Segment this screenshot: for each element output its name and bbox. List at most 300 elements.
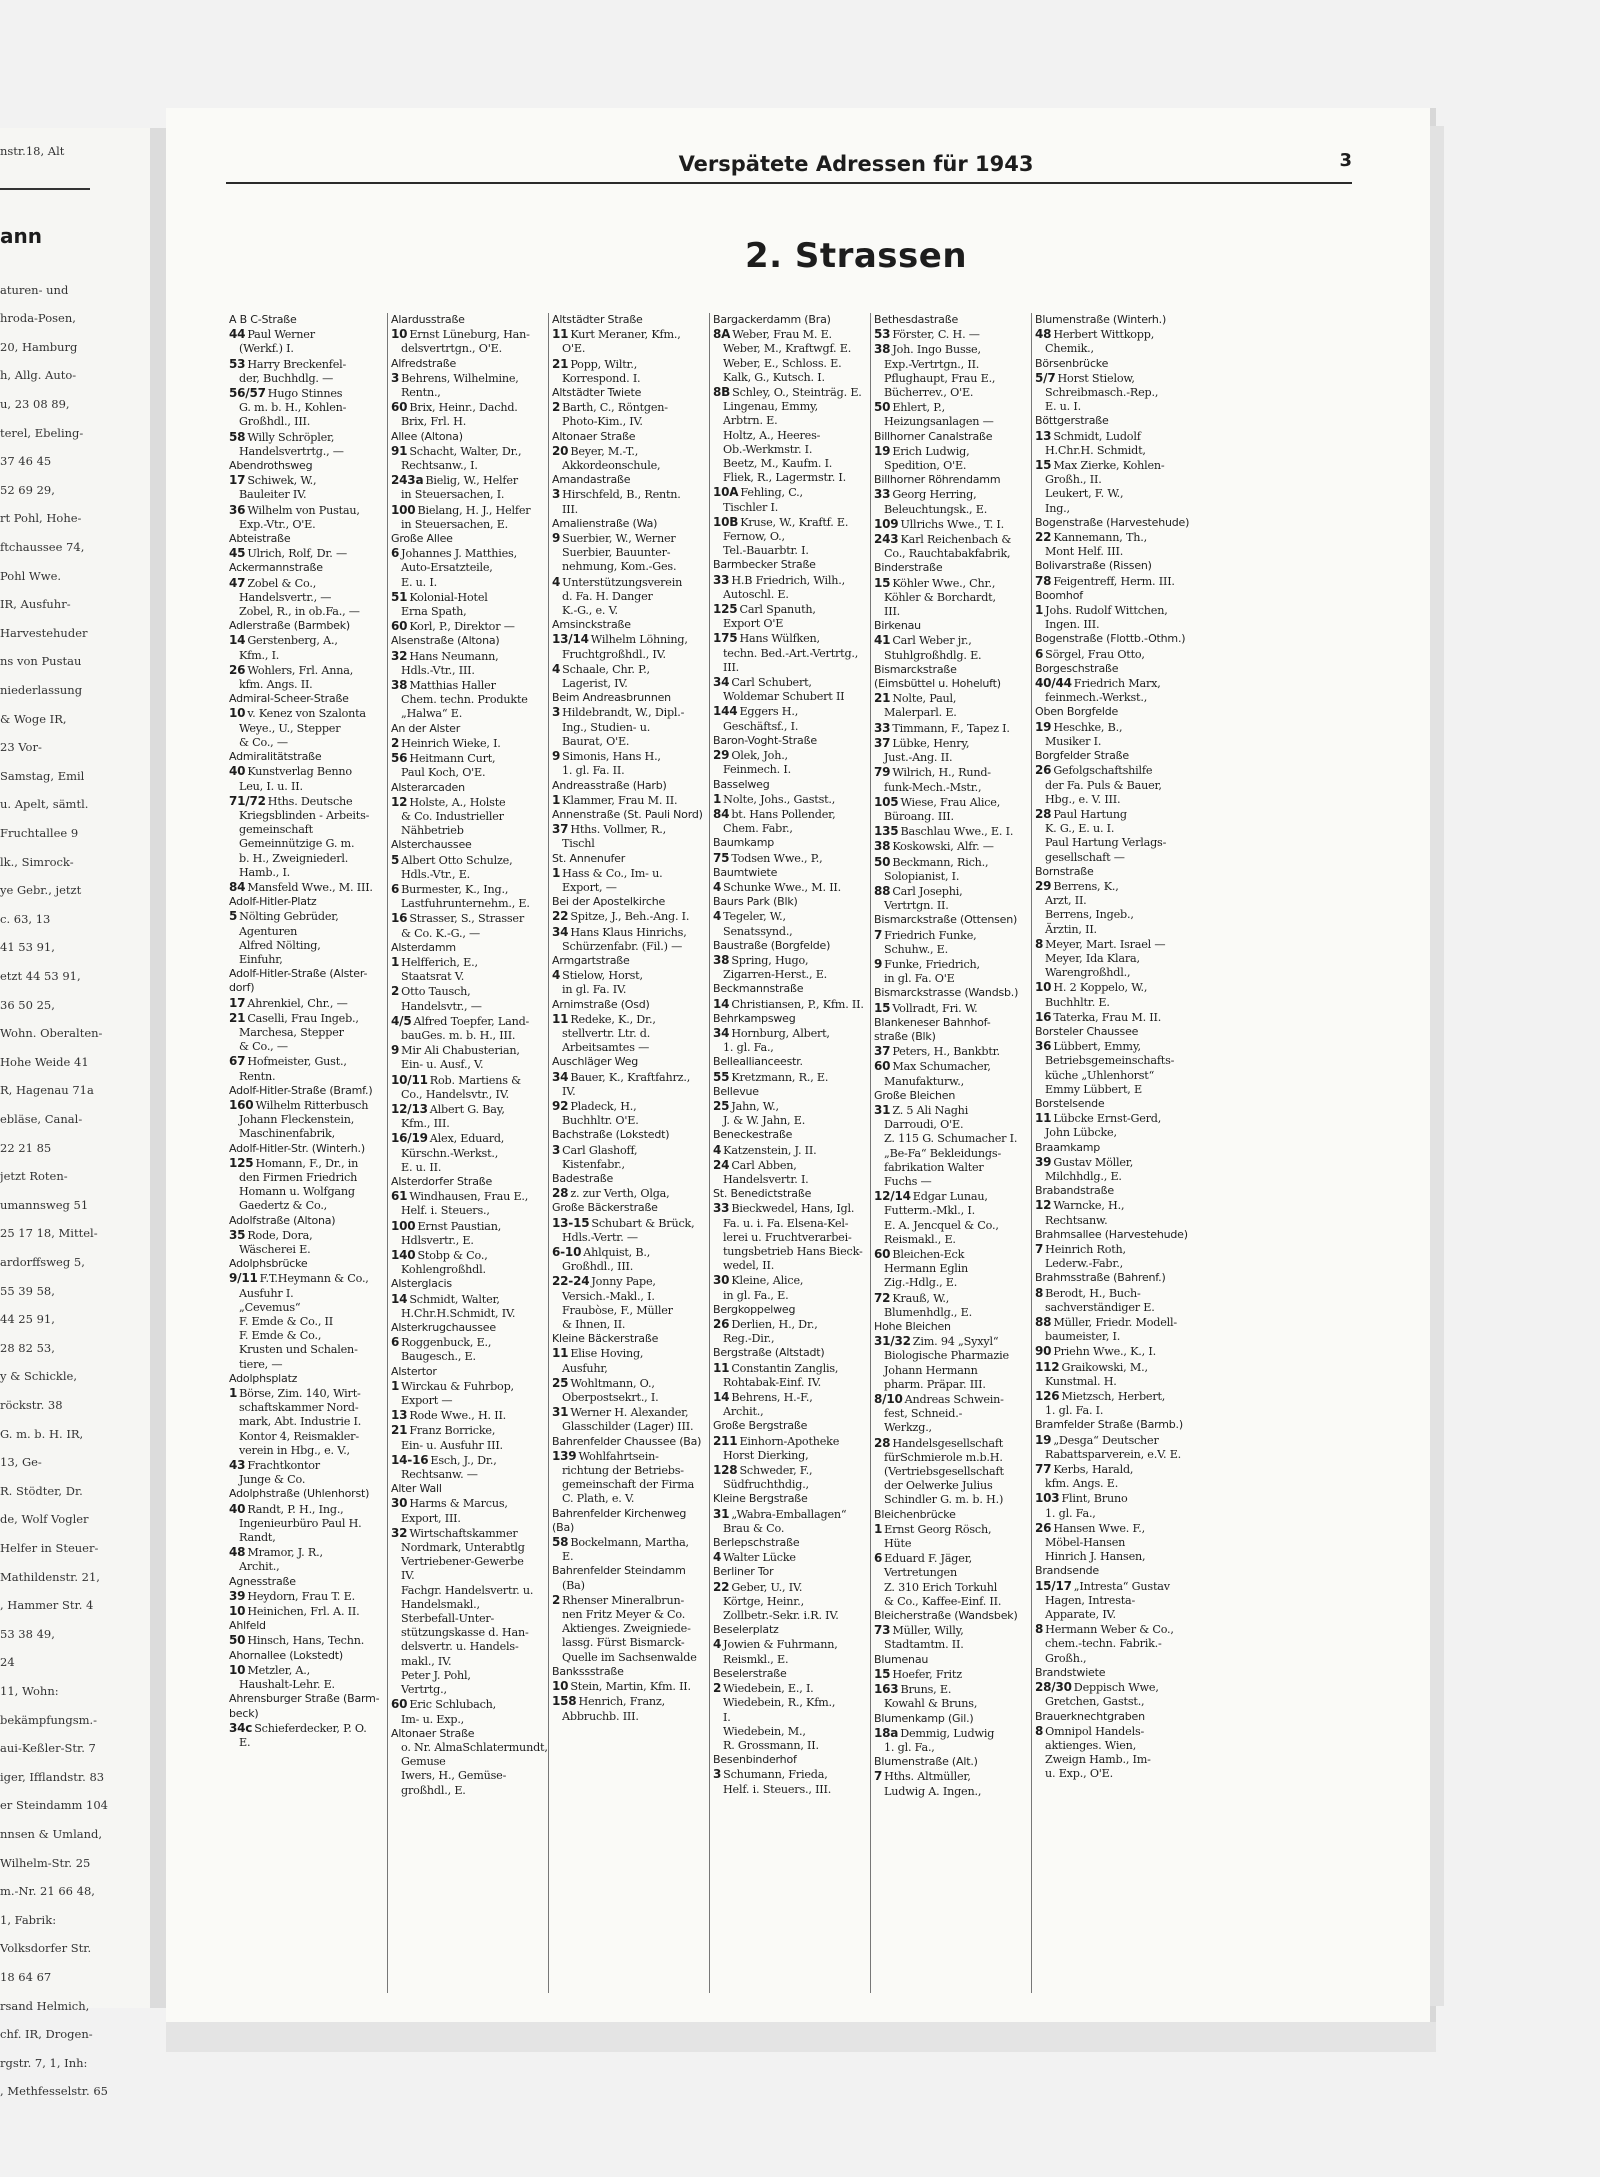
- address-entry: [1035, 1039, 1189, 1054]
- street-name: Bellevue: [713, 1084, 759, 1098]
- house-number: 48: [1035, 327, 1052, 342]
- continuation-line: Kohlengroßhdl.: [401, 1263, 486, 1277]
- address-entry: [874, 1769, 1028, 1784]
- street-name: Bleichenbrücke: [874, 1507, 956, 1521]
- street-name: Bahrenfelder Steindamm: [552, 1564, 686, 1578]
- continuation-line: in gl. Fa., E.: [723, 1288, 789, 1302]
- continuation-line: den Firmen Friedrich: [239, 1170, 358, 1184]
- house-number: 4: [713, 879, 722, 894]
- previous-page-line: 28 82 53,: [0, 1340, 55, 1355]
- house-number: 19: [874, 443, 891, 458]
- house-number: 9: [552, 531, 561, 546]
- resident-text: Schumann, Frieda,: [723, 1768, 828, 1782]
- house-number: 7: [1035, 1242, 1044, 1256]
- address-entry: [874, 1522, 1028, 1537]
- address-entry: [229, 1545, 384, 1560]
- house-number: 36: [1035, 1039, 1052, 1054]
- address-entry: [713, 385, 867, 400]
- street-name: Admiral-Scheer-Straße: [229, 692, 349, 706]
- house-number: 14: [229, 633, 246, 648]
- street-name: Baumkamp: [713, 836, 774, 850]
- continuation-line: Fruchtgroßhdl., IV.: [562, 647, 666, 661]
- continuation-line: Kistenfabr.,: [562, 1157, 625, 1171]
- house-number: 11: [552, 1011, 569, 1026]
- house-number: 88: [1035, 1315, 1052, 1330]
- continuation-line: Zig.-Hdlg., E.: [884, 1276, 958, 1290]
- address-entry: [713, 704, 867, 719]
- continuation-line: 1. gl. Fa.,: [723, 1041, 774, 1055]
- previous-page-line: 23 Vor-: [0, 740, 42, 755]
- street-name: Bismarckstraße: [874, 662, 957, 676]
- continuation-line: R. Grossmann, II.: [723, 1738, 819, 1752]
- address-entry: [1035, 1622, 1189, 1637]
- address-entry: [229, 1502, 384, 1517]
- continuation-line: Auto-Ersatzteile,: [401, 561, 493, 575]
- address-entry: [391, 1379, 545, 1394]
- resident-text: Schmidt, Ludolf: [1053, 429, 1141, 443]
- house-number: 10: [552, 1679, 569, 1694]
- previous-page-fragment: [0, 128, 152, 2099]
- address-entry: [1035, 1462, 1189, 1477]
- house-number: 20: [552, 443, 569, 458]
- continuation-line: F. Emde & Co.,: [239, 1329, 322, 1343]
- address-entry: [874, 517, 1028, 532]
- resident-text: Brix, Heinr., Dachd.: [409, 401, 518, 415]
- house-number: 6: [391, 881, 400, 896]
- street-name: Blumenau: [874, 1652, 929, 1666]
- continuation-line: Export O'E: [723, 617, 784, 631]
- resident-text: Feigentreff, Herm. III.: [1053, 574, 1175, 588]
- street-name: Boomhof: [1035, 588, 1083, 602]
- house-number: 3: [713, 1767, 722, 1782]
- continuation-line: IV.: [562, 1084, 576, 1098]
- house-number: 3: [391, 370, 400, 385]
- house-number: 31: [874, 1102, 891, 1117]
- house-number: 10: [229, 1662, 246, 1677]
- continuation-line: feinmech.-Werkst.,: [1045, 691, 1148, 705]
- house-number: 50: [229, 1633, 246, 1648]
- house-number: 8A: [713, 327, 731, 342]
- continuation-line: Warengroßhdl.,: [1045, 966, 1131, 980]
- previous-page-line: rsand Helmich,: [0, 1998, 90, 2013]
- resident-text: Burmester, K., Ing.,: [401, 882, 509, 896]
- resident-text: Ahrenkiel, Chr., —: [247, 996, 348, 1010]
- house-number: 4: [713, 1550, 722, 1565]
- resident-text: Schaale, Chr. P.,: [562, 662, 650, 676]
- continuation-line: Geschäftsf., I.: [723, 719, 799, 733]
- house-number: 8/10: [874, 1392, 903, 1407]
- street-name: Baumtwiete: [713, 865, 778, 879]
- street-name: Arnimstraße (Osd): [552, 997, 650, 1011]
- street-name: Basselweg: [713, 777, 770, 791]
- continuation-line: (Ba): [562, 1578, 585, 1592]
- continuation-line: Nordmark, Unterabtlg: [401, 1541, 525, 1555]
- continuation-line: o. Nr. AlmaSchlatermundt,: [401, 1740, 548, 1754]
- resident-text: Bielig, W., Helfer: [425, 474, 518, 488]
- address-entry: [874, 721, 1028, 736]
- street-name: Alfredstraße: [391, 356, 457, 370]
- street-name: Alter Wall: [391, 1482, 442, 1496]
- continuation-line: Ing.,: [1045, 501, 1070, 515]
- resident-text: Rhenser Mineralbrun-: [562, 1593, 685, 1607]
- address-entry: [713, 1070, 867, 1085]
- address-entry: [874, 884, 1028, 899]
- resident-text: Mramor, J. R.,: [247, 1546, 323, 1560]
- street-name: St. Annenufer: [552, 851, 626, 865]
- section-title: 2. Strassen: [744, 236, 968, 276]
- street-name: Ahornallee (Lokstedt): [229, 1648, 343, 1662]
- continuation-line: techn. Bed.-Art.-Vertrtg.,: [723, 646, 859, 660]
- address-entry: [713, 1158, 867, 1173]
- house-number: 21: [229, 1010, 246, 1025]
- continuation-line: & Co., —: [239, 1040, 288, 1054]
- continuation-line: Im- u. Exp.,: [401, 1712, 465, 1726]
- house-number: 75: [713, 850, 730, 865]
- house-number: 84: [713, 806, 730, 821]
- continuation-line: E. A. Jencquel & Co.,: [884, 1218, 999, 1232]
- house-number: 21: [391, 1423, 408, 1438]
- continuation-line: Großh., II.: [1045, 473, 1102, 487]
- continuation-line: Berrens, Ingeb.,: [1045, 908, 1134, 922]
- address-entry: [229, 1721, 384, 1736]
- continuation-line: Hdls.-Vtr., III.: [401, 663, 475, 677]
- resident-text: Koskowski, Alfr. —: [892, 840, 994, 854]
- street-name: Auschläger Weg: [552, 1055, 638, 1069]
- previous-page-line: ftchaussee 74,: [0, 540, 85, 554]
- house-number: 60: [391, 1697, 408, 1712]
- continuation-line: E.: [239, 1735, 251, 1749]
- continuation-line: Rabattsparverein, e.V. E.: [1045, 1447, 1182, 1461]
- house-number: 58: [229, 429, 246, 444]
- continuation-line: Arzt, II.: [1045, 894, 1087, 908]
- resident-text: Lübke, Henry,: [892, 736, 970, 750]
- address-entry: [874, 1623, 1028, 1638]
- address-entry: [229, 996, 384, 1011]
- resident-text: Timmann, F., Tapez I.: [892, 721, 1010, 735]
- address-entry: [229, 706, 384, 721]
- address-entry: [874, 1334, 1028, 1349]
- house-number: 2: [552, 400, 561, 415]
- continuation-line: Brix, Frl. H.: [401, 415, 467, 429]
- resident-text: Schiwek, W.,: [247, 474, 317, 488]
- resident-text: Ulrich, Rolf, Dr. —: [247, 547, 348, 561]
- street-name: Alardusstraße: [391, 313, 465, 326]
- continuation-line: Archit.,: [723, 1405, 764, 1419]
- address-entry: [874, 1189, 1028, 1204]
- resident-text: Omnipol Handels-: [1045, 1724, 1145, 1738]
- street-name: Alsterglacis: [391, 1277, 452, 1291]
- resident-text: Kolonial-Hotel: [409, 590, 488, 604]
- continuation-line: verein in Hbg., e. V.,: [239, 1443, 350, 1457]
- house-number: 10: [1035, 980, 1052, 995]
- address-entry: [229, 909, 384, 924]
- resident-text: Esch, J., Dr.,: [430, 1453, 497, 1467]
- address-entry: [874, 928, 1028, 943]
- street-name: Adolf-Hitler-Straße (Bramf.): [229, 1083, 373, 1097]
- continuation-line: & Ihnen, II.: [562, 1318, 626, 1332]
- address-entry: [713, 1317, 867, 1332]
- house-number: 22-24: [552, 1274, 590, 1289]
- house-number: 34c: [229, 1720, 253, 1735]
- address-entry: [874, 327, 1028, 342]
- resident-text: Willy Schröpler,: [247, 430, 335, 444]
- continuation-line: Ludwig A. Ingen.,: [884, 1784, 982, 1798]
- address-entry: [1035, 1344, 1189, 1359]
- house-number: 21: [552, 356, 569, 371]
- resident-text: Wilrich, H., Rund-: [892, 766, 991, 780]
- street-name: Amsinckstraße: [552, 618, 631, 632]
- resident-text: Wohlfahrtsein-: [578, 1449, 659, 1463]
- resident-text: Heydorn, Frau T. E.: [247, 1589, 355, 1603]
- address-entry: [874, 633, 1028, 648]
- previous-page-line: hroda-Posen,: [0, 311, 76, 326]
- continuation-line: Kowahl & Bruns,: [884, 1697, 978, 1711]
- resident-text: Müller, Friedr. Modell-: [1053, 1316, 1177, 1330]
- house-number: 1: [874, 1521, 883, 1536]
- previous-page-line: 55 39 58,: [0, 1283, 55, 1298]
- house-number: 6-10: [552, 1245, 582, 1259]
- continuation-line: 1. gl. Fa.,: [1045, 1506, 1096, 1520]
- address-entry: [1035, 763, 1189, 778]
- resident-text: Jowien & Fuhrmann,: [723, 1638, 838, 1652]
- continuation-line: Lastfuhrunternehm., E.: [401, 897, 530, 911]
- continuation-line: stellvertr. Ltr. d.: [562, 1026, 651, 1040]
- street-name: St. Benedictstraße: [713, 1187, 812, 1201]
- house-number: 29: [1035, 878, 1052, 893]
- address-entry: [229, 1054, 384, 1069]
- house-number: 35: [229, 1227, 246, 1242]
- house-number: 103: [1035, 1491, 1060, 1506]
- address-entry: [391, 1131, 545, 1146]
- continuation-line: sachverständiger E.: [1045, 1300, 1155, 1314]
- continuation-line: Horst Dierking,: [723, 1448, 809, 1462]
- address-entry: [552, 1245, 706, 1260]
- house-number: 15: [874, 1666, 891, 1681]
- resident-text: Otto Tausch,: [401, 985, 471, 999]
- address-entry: [874, 839, 1028, 854]
- address-entry: [552, 1376, 706, 1391]
- resident-text: Gerstenberg, A.,: [247, 634, 338, 648]
- address-entry: [874, 1247, 1028, 1262]
- house-number: 58: [552, 1535, 569, 1550]
- house-number: 45: [229, 546, 246, 561]
- street-name: Billhorner Röhrendamm: [874, 473, 1001, 487]
- continuation-line: (Werkf.) I.: [239, 342, 294, 356]
- resident-text: Börse, Zim. 140, Wirt-: [239, 1387, 361, 1401]
- address-entry: [229, 1098, 384, 1113]
- address-entry: [874, 795, 1028, 810]
- house-number: 15: [1035, 458, 1052, 473]
- address-entry: [229, 1228, 384, 1243]
- street-name: Große Bäckerstraße: [552, 1201, 658, 1215]
- continuation-line: Handelsvertr. I.: [723, 1172, 809, 1186]
- previous-page-line: m.-Nr. 21 66 48,: [0, 1884, 95, 1899]
- street-name: Beim Andreasbrunnen: [552, 691, 671, 705]
- house-number: 100: [391, 1218, 416, 1233]
- resident-text: Eggers H.,: [739, 705, 799, 719]
- continuation-line: Malerparl. E.: [884, 706, 957, 720]
- continuation-line: Futterm.-Mkl., I.: [884, 1204, 975, 1218]
- resident-text: Rode, Dora,: [247, 1228, 313, 1242]
- house-number: 8: [1035, 1723, 1044, 1738]
- house-number: 28: [552, 1186, 569, 1201]
- continuation-line: Lingenau, Emmy,: [723, 400, 818, 414]
- street-name: Bergkoppelweg: [713, 1302, 796, 1316]
- continuation-line: Ing., Studien- u.: [562, 720, 651, 734]
- street-name: Alsterchaussee: [391, 838, 472, 852]
- continuation-line: Weye., U., Stepper: [239, 721, 341, 735]
- house-number: 5: [229, 909, 238, 924]
- house-number: 60: [391, 400, 408, 415]
- resident-text: Gustav Möller,: [1053, 1155, 1134, 1169]
- resident-text: Stielow, Horst,: [562, 969, 643, 983]
- address-entry: [229, 1604, 384, 1619]
- street-column-6: [1031, 313, 1192, 1993]
- resident-text: Geber, U., IV.: [731, 1580, 803, 1594]
- house-number: 31/32: [874, 1334, 911, 1349]
- continuation-line: G. m. b. H., Kohlen-: [239, 401, 347, 415]
- resident-text: Flint, Bruno: [1061, 1492, 1128, 1506]
- house-number: 4: [713, 1637, 722, 1652]
- resident-text: Carl Josephi,: [892, 884, 963, 898]
- house-number: 38: [713, 952, 730, 967]
- previous-page-line: ns von Pustau: [0, 654, 82, 669]
- street-column-4: [709, 313, 870, 1993]
- address-entry: [391, 955, 545, 970]
- address-entry: [713, 1273, 867, 1288]
- resident-text: Edgar Lunau,: [912, 1190, 988, 1204]
- address-entry: [713, 807, 867, 822]
- address-entry: [874, 855, 1028, 870]
- continuation-line: Beetz, M., Kaufm. I.: [723, 457, 833, 471]
- resident-text: Kunstverlag Benno: [247, 765, 352, 779]
- address-entry: [391, 473, 545, 488]
- resident-text: Einhorn-Apotheke: [739, 1434, 840, 1448]
- resident-text: Eric Schlubach,: [409, 1698, 497, 1712]
- resident-text: Derlien, H., Dr.,: [731, 1318, 818, 1332]
- previous-page-line: 37 46 45: [0, 454, 52, 469]
- resident-text: Beyer, M.-T.,: [570, 444, 639, 458]
- house-number: 10: [391, 327, 408, 342]
- continuation-line: Senatssynd.,: [723, 924, 793, 938]
- continuation-line: Hdls.-Vertr. —: [562, 1230, 638, 1244]
- page-number: 3: [1339, 150, 1352, 171]
- previous-page-line: rt Pohl, Hohe-: [0, 511, 82, 526]
- previous-page-line: ebläse, Canal-: [0, 1112, 83, 1126]
- address-entry: [1035, 1491, 1189, 1506]
- continuation-line: Chem. techn. Produkte: [401, 693, 528, 707]
- house-number: 17: [229, 995, 246, 1010]
- continuation-line: Apparate, IV.: [1045, 1608, 1116, 1622]
- street-name: Ackermannstraße: [229, 561, 323, 575]
- resident-text: Elise Hoving,: [570, 1347, 644, 1361]
- address-entry: [391, 619, 545, 634]
- resident-text: Spitze, J., Beh.-Ang. I.: [570, 910, 690, 924]
- continuation-line: Blumenhdlg., E.: [884, 1305, 972, 1319]
- street-name: Borsteler Chaussee: [1035, 1024, 1139, 1038]
- continuation-line: Biologische Pharmazie: [884, 1349, 1009, 1363]
- resident-text: Kretzmann, R., E.: [731, 1070, 829, 1084]
- resident-text: Suerbier, W., Werner: [562, 532, 676, 546]
- previous-page-line: aui-Keßler-Str. 7: [0, 1741, 96, 1756]
- address-entry: [874, 1392, 1028, 1407]
- resident-text: Peters, H., Bankbtr.: [892, 1045, 1000, 1059]
- continuation-line: Hdlsvertr., E.: [401, 1233, 474, 1247]
- address-entry: [229, 1633, 384, 1648]
- resident-text: Schweder, F.,: [739, 1464, 813, 1478]
- address-entry: [552, 909, 706, 924]
- continuation-line: & Co. Industrieller: [401, 809, 504, 823]
- previous-page-line: u. Apelt, sämtl.: [0, 797, 89, 812]
- address-entry: [229, 576, 384, 591]
- house-number: 40: [229, 764, 246, 779]
- continuation-line: Kunstmal. H.: [1045, 1374, 1117, 1388]
- resident-text: Werner H. Alexander,: [570, 1406, 689, 1420]
- address-entry: [874, 1682, 1028, 1697]
- address-entry: [713, 602, 867, 617]
- street-name: Admiralitätstraße: [229, 750, 322, 764]
- continuation-line: Autoschl. E.: [723, 587, 789, 601]
- previous-page-heading: ann: [0, 224, 42, 248]
- house-number: 73: [874, 1623, 891, 1638]
- resident-text: Kleine, Alice,: [731, 1274, 804, 1288]
- address-entry: [1035, 1680, 1189, 1695]
- house-number: 43: [229, 1458, 246, 1473]
- continuation-line: Export, —: [562, 880, 617, 894]
- street-name: Alsenstraße (Altona): [391, 634, 500, 648]
- continuation-line: H.Chr.H.Schmidt, IV.: [401, 1306, 516, 1320]
- resident-text: Herbert Wittkopp,: [1053, 328, 1155, 342]
- house-number: 11: [552, 327, 569, 342]
- continuation-line: Solopianist, I.: [884, 869, 960, 883]
- address-entry: [229, 430, 384, 445]
- address-entry: [713, 1026, 867, 1041]
- address-entry: [713, 997, 867, 1012]
- previous-page-line: Wohn. Oberalten-: [0, 1026, 103, 1041]
- house-number: 6: [391, 1335, 400, 1350]
- resident-text: Ernst Lüneburg, Han-: [409, 328, 530, 342]
- continuation-line: Hdls.-Vtr., E.: [401, 867, 471, 881]
- address-entry: [391, 1526, 545, 1541]
- street-name: Bornstraße: [1035, 864, 1094, 878]
- continuation-line: Zobel, R., in ob.Fa., —: [239, 605, 360, 619]
- resident-text: Bielang, H. J., Helfer: [417, 503, 531, 517]
- continuation-line: Chem. Fabr.,: [723, 822, 793, 836]
- continuation-line: Pflughaupt, Frau E.,: [884, 371, 996, 385]
- address-entry: [713, 1507, 867, 1522]
- address-entry: [229, 1386, 384, 1401]
- continuation-line: F. Emde & Co., II: [239, 1315, 333, 1329]
- continuation-line: Ausfuhr,: [562, 1361, 608, 1375]
- continuation-line: Bücherrev., O'E.: [884, 386, 974, 400]
- house-number: 77: [1035, 1462, 1052, 1477]
- street-name: Blankeneser Bahnhof-: [874, 1015, 991, 1029]
- address-entry: [874, 691, 1028, 706]
- resident-text: Warncke, H.,: [1053, 1199, 1125, 1213]
- resident-text: Hugo Stinnes: [267, 387, 343, 401]
- house-number: 34: [552, 924, 569, 939]
- street-name: Allee (Altona): [391, 429, 463, 443]
- previous-page-line: Volksdorfer Str.: [0, 1941, 92, 1956]
- house-number: 2: [713, 1681, 722, 1696]
- continuation-line: in Steuersachen, I.: [401, 488, 505, 502]
- resident-text: Karl Reichenbach &: [900, 533, 1012, 547]
- house-number: 36: [229, 502, 246, 517]
- resident-text: Schubart & Brück,: [591, 1216, 695, 1230]
- address-entry: [229, 663, 384, 678]
- resident-text: „Desga“ Deutscher: [1053, 1433, 1159, 1447]
- address-entry: [874, 1726, 1028, 1741]
